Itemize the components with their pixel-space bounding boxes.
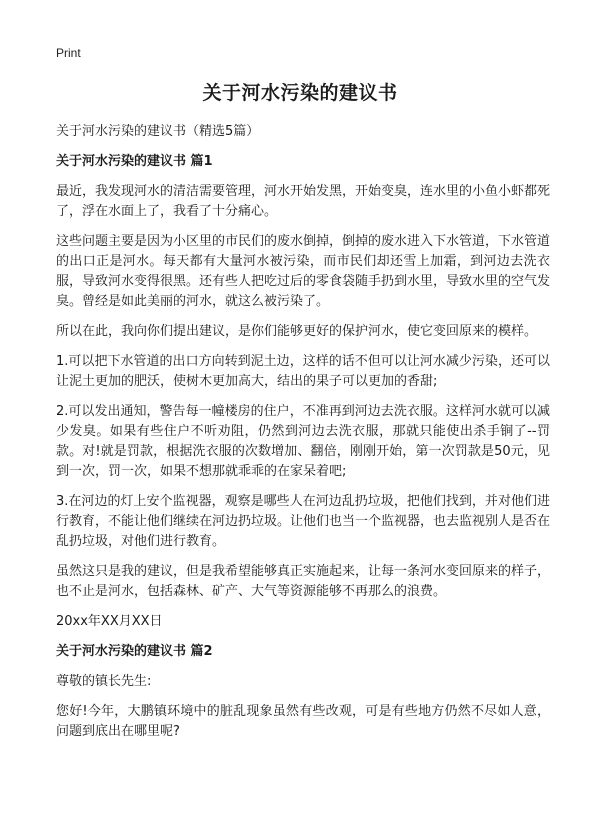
paragraph: 2.可以发出通知，警告每一幢楼房的住户，不准再到河边去洗衣服。这样河水就可以减少发臭。如果有些住户不听劝阻，仍然到河边去洗衣服，那就只能使出杀手锏了--罚款。对!就是罚款，根据洗衣服的次数增加、翻倍，刚刚开始，第一次罚款是50元，见到一次，罚一次，如果不想那就乖乖的在家呆着吧; [56, 404, 550, 479]
document-subtitle: 关于河水污染的建议书（精选5篇） [56, 124, 260, 139]
document-title: 关于河水污染的建议书 [202, 82, 398, 104]
paragraph: 1.可以把下水管道的出口方向转到泥土边，这样的话不但可以让河水减少污染，还可以让泥土更加的肥沃，使树木更加高大，结出的果子可以更加的香甜; [56, 354, 550, 389]
document-body [56, 152, 550, 752]
paragraph: 这些问题主要是因为小区里的市民们的废水倒掉，倒掉的废水进入下水管道，下水管道的出口正是河水。每天都有大量河水被污染，而市民们却还雪上加霜，到河边去洗衣服，导致河水变得很黑。还有些人把吃过后的零食袋随手扔到水里，导致水里的空气发臭。曾经是如此美丽的河水，就这么被污染了。 [56, 234, 551, 309]
paragraph: 您好!今年，大鹏镇环境中的脏乱现象虽然有些改观，可是有些地方仍然不尽如人意，问题到底出在哪里呢? [56, 704, 550, 739]
section-heading-1: 关于河水污染的建议书 篇1 [56, 154, 213, 169]
paragraph: 3.在河边的灯上安个监视器，观察是哪些人在河边乱扔垃圾，把他们找到，并对他们进行教育，不能让他们继续在河边扔垃圾。让他们也当一个监视器，也去监视别人是否在乱扔垃圾，对他们进行教育。 [56, 494, 551, 549]
date-line: 20xx年XX月XX日 [56, 614, 163, 629]
salutation: 尊敬的镇长先生: [56, 674, 152, 689]
paragraph: 最近，我发现河水的清洁需要管理，河水开始发黑，开始变臭，连水里的小鱼小虾都死了，浮在水面上了，我看了十分痛心。 [56, 184, 551, 219]
paragraph: 虽然这只是我的建议，但是我希望能够真正实施起来，让每一条河水变回原来的样子，也不止是河水，包括森林、矿产、大气等资源能够不再那么的浪费。 [56, 564, 551, 599]
print-link[interactable]: Print [56, 46, 81, 60]
paragraph: 所以在此，我向你们提出建议，是你们能够更好的保护河水，使它变回原来的模样。 [56, 324, 538, 339]
section-heading-2: 关于河水污染的建议书 篇2 [56, 644, 213, 659]
